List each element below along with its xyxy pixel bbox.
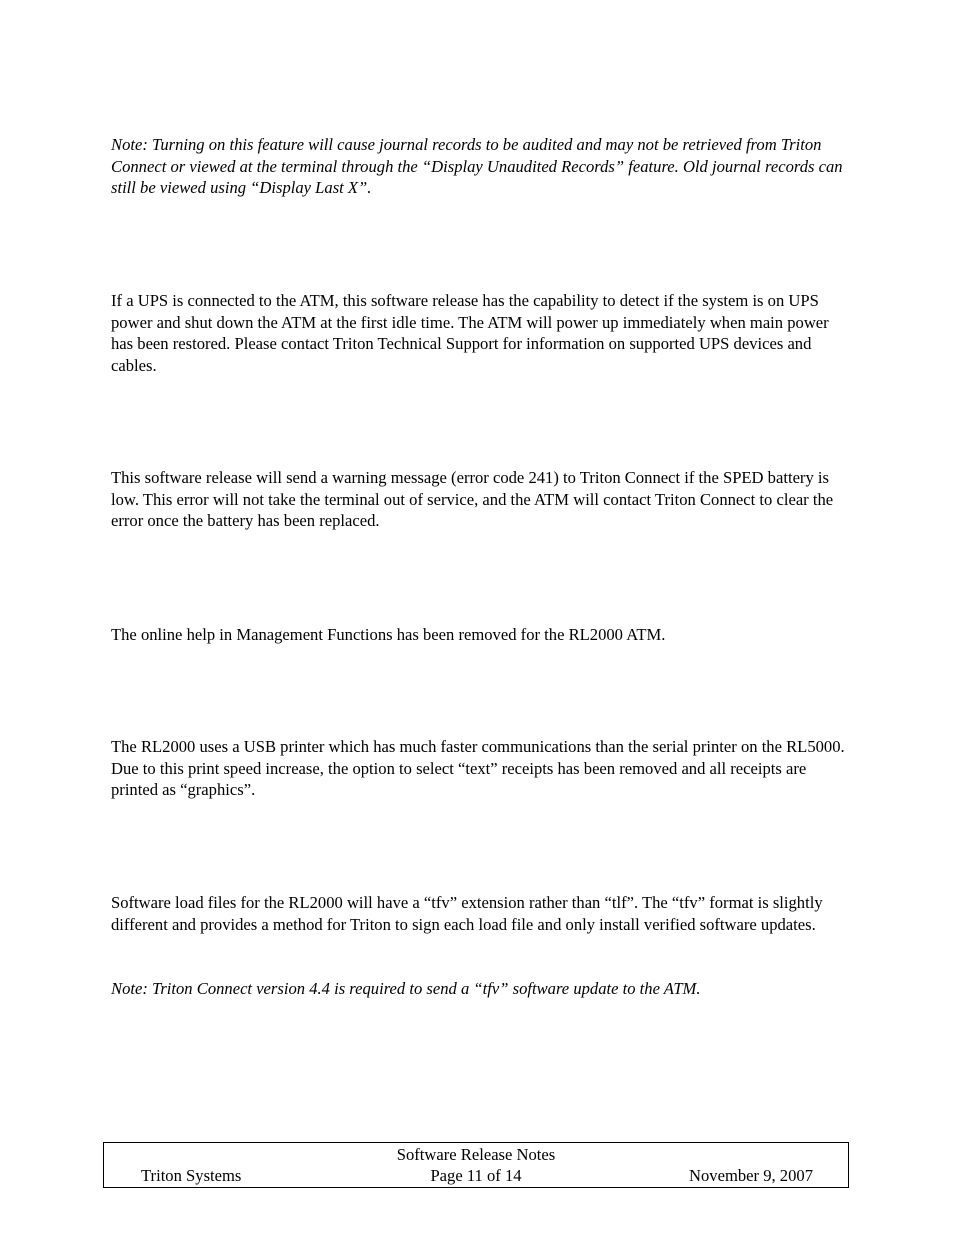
page-footer: [103, 1142, 849, 1188]
footer-doc-title: Software Release Notes: [396, 1145, 556, 1164]
tfv-note: Note: Triton Connect version 4.4 is required to send a “tfv” software update to the ATM.: [111, 979, 701, 998]
sped-battery-paragraph: This software release will send a warning message (error code 241) to Triton Connect if the SPED battery is low. This error will not take the terminal out of service, and the ATM will contact Triton Connect to clear the error once the battery has been replaced.: [111, 468, 834, 530]
footer-page-number: Page 11 of 14: [430, 1166, 522, 1185]
usb-printer-paragraph: The RL2000 uses a USB printer which has much faster communications than the serial printer on the RL5000. Due to this print speed increase, the option to select “text” receipts has been removed and all receipts are printed as “graphics”.: [111, 737, 845, 799]
ups-paragraph: If a UPS is connected to the ATM, this software release has the capability to detect if the system is on UPS power and shut down the ATM at the first idle time. The ATM will power up immediately when main power has been restored. Please contact Triton Technical Support for information on supported UPS devices and cables.: [111, 291, 829, 375]
load-files-paragraph: Software load files for the RL2000 will have a “tfv” extension rather than “tlf”. The “tfv” format is slightly different and provides a method for Triton to sign each load file and only install verified software updates.: [111, 893, 823, 934]
journal-audit-note: Note: Turning on this feature will cause journal records to be audited and may not be retrieved from Triton Connect or viewed at the terminal through the “Display Unaudited Records” feature. Old journal records can still be viewed using “Display Last X”.: [111, 135, 843, 197]
footer-company: Triton Systems: [141, 1166, 242, 1185]
online-help-paragraph: The online help in Management Functions has been removed for the RL2000 ATM.: [111, 625, 666, 644]
footer-date: November 9, 2007: [689, 1166, 813, 1185]
